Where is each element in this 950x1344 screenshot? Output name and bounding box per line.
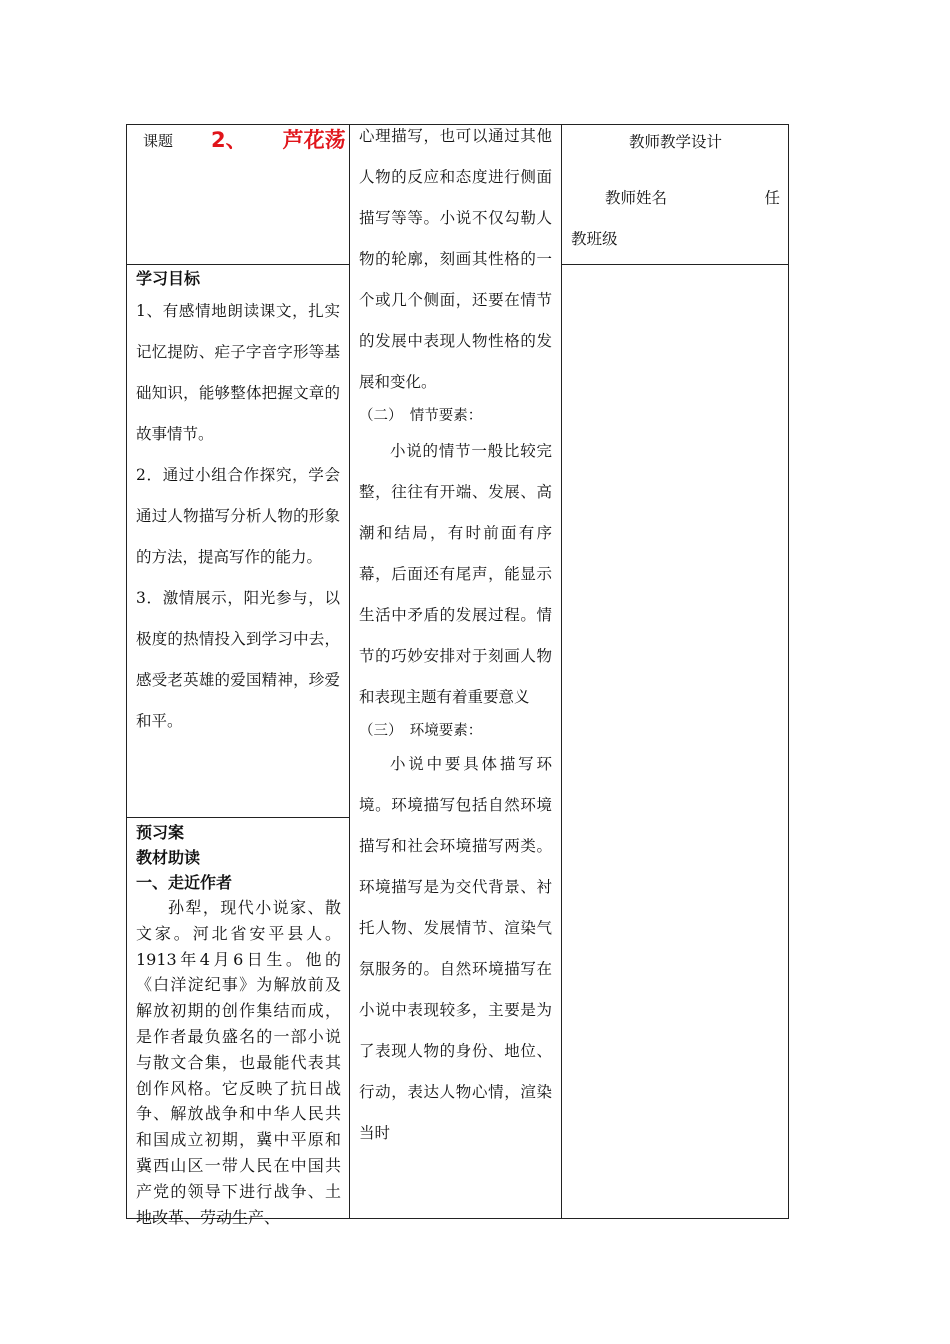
column-divider-1 [349, 124, 350, 1219]
preview-cell [136, 820, 341, 1230]
teacher-design-title: 教师教学设计 [628, 133, 722, 151]
row-divider-topic [126, 264, 349, 265]
objectives-heading: 学习目标 [136, 269, 201, 288]
environment-paragraph: 小说中要具体描写环境。环境描写包括自然环境描写和社会环境描写两类。环境描写是为交代背景、衬托人物、发展情节、渲染气氛服务的。自然环境描写在小说中表现较多，主要是为了表现人物的身份、地位、行动，表达人物心情，渲染当时 [359, 755, 552, 1142]
teacher-name-label: 教师姓名 [605, 189, 668, 207]
preview-heading: 预习案 [136, 823, 185, 842]
author-section-title: 一、走近作者 [136, 873, 233, 892]
preview-subheading: 教材助读 [136, 848, 201, 867]
topic-title [211, 124, 346, 154]
author-paragraph: 孙犁，现代小说家、散文家。河北省安平县人。1913年4月6日生。他的《白洋淀纪事》为解放前及解放初期的创作集结而成，是作者最负盛名的一部小说与散文合集，也最能代表其创作风格。它反映了抗日战争、解放战争和中华人民共和国成立初期，冀中平原和冀西山区一带人民在中国共产党的领导下进行战争、土地改革、劳动生产、 [136, 898, 341, 1227]
objective-item: 2．通过小组合作探究，学会通过人物描写分析人物的形象的方法，提高写作的能力。 [136, 466, 340, 566]
plot-paragraph: 小说的情节一般比较完整，往往有开端、发展、高潮和结局，有时前面有序幕，后面还有尾声，能显示生活中矛盾的发展过程。情节的巧妙安排对于刻画人物和表现主题有着重要意义 [359, 442, 552, 706]
environment-heading: （三） 环境要素： [359, 723, 483, 739]
row-divider-teacher [561, 264, 789, 265]
teacher-design-cell [562, 124, 789, 264]
objective-item: 1、有感情地朗读课文，扎实记忆提防、疟子字音字形等基础知识，能够整体把握文章的故事情节。 [136, 302, 340, 443]
topic-number: 2、 [211, 128, 247, 152]
character-paragraph: 心理描写，也可以通过其他人物的反应和态度进行侧面描写等等。小说不仅勾勒人物的轮廓，刻画其性格的一个或几个侧面，还要在情节的发展中表现人物性格的发展和变化。 [359, 127, 552, 391]
plot-heading: （二） 情节要素： [359, 408, 483, 424]
objective-item: 3．激情展示，阳光参与，以极度的热情投入到学习中去，感受老英雄的爱国精神，珍爱和平。 [136, 589, 340, 730]
middle-column [359, 116, 552, 1154]
teaching-class-label-end: 教班级 [571, 230, 618, 248]
teaching-class-label-start: 任 [764, 189, 780, 207]
topic-name: 芦花荡 [282, 128, 346, 152]
column-divider-2 [561, 124, 562, 1219]
objectives-cell [136, 266, 340, 742]
row-divider-objectives [126, 817, 349, 818]
author-section-heading [136, 870, 341, 895]
topic-label: 课题 [143, 132, 174, 150]
objectives-list [136, 291, 340, 742]
